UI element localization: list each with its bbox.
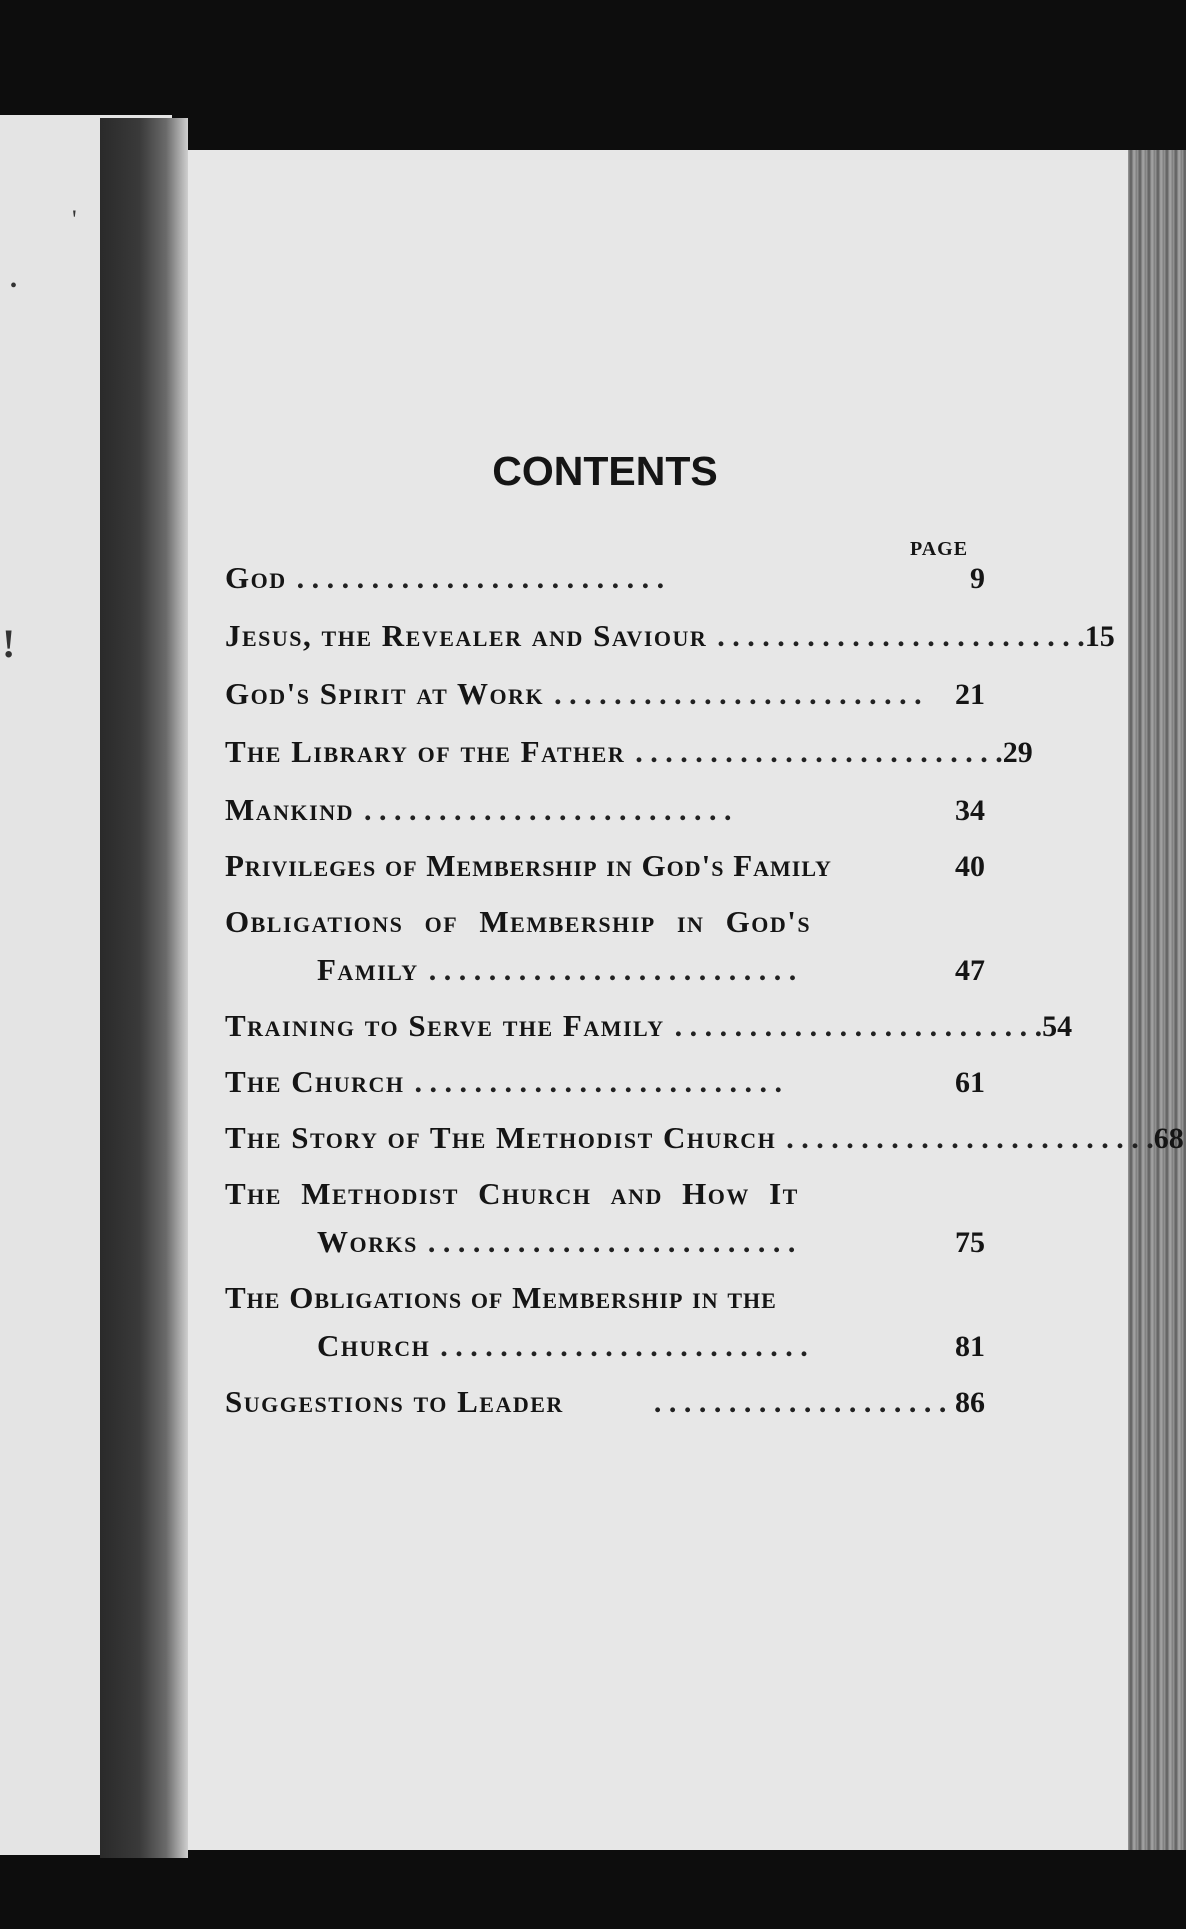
leader-dots: . . . . . . . . . . . . . . . . . . . . . . . . . [296, 562, 665, 595]
leader-dots: . . . . . . . . . . . . . . . . . . . . . . . . . [635, 736, 1003, 769]
page-column-header: PAGE [910, 538, 969, 560]
toc-entry-title: Privileges of Membership in God's Family [225, 848, 832, 883]
toc-entry [225, 848, 985, 884]
toc-entry-title: Suggestions to Leader [225, 1384, 564, 1419]
toc-entry-title-continued: Works [317, 1224, 418, 1259]
toc-entry-page: 68 [1153, 1122, 1184, 1155]
toc-entry [225, 904, 985, 988]
toc-entry-title-continued: Family [317, 952, 419, 987]
leader-dots: . . . . . . . . . . . . . . . . . . . . . . . . . [717, 620, 1085, 653]
toc-entry [225, 1008, 1073, 1044]
toc-entry-title: God [225, 560, 287, 595]
toc-entry-page: 9 [970, 562, 985, 595]
toc-entry [225, 734, 1033, 770]
table-of-contents [225, 554, 1184, 1420]
toc-entry-page: 75 [955, 1226, 985, 1259]
leader-dots: . . . . . . . . . . . . . . . . . . . . . . . . . [554, 678, 922, 711]
toc-entry-title: God's Spirit at Work [225, 676, 545, 711]
toc-entry [225, 676, 985, 712]
leader-dots: . . . . . . . . . . . . . . . . . . . . . . . . . [786, 1122, 1154, 1155]
toc-entry-title-continued: Church [317, 1328, 431, 1363]
toc-entry-title: The Obligations of Membership in the [225, 1280, 777, 1315]
facing-page-mark: ' [72, 205, 77, 234]
book-gutter [100, 118, 188, 1858]
toc-entry-page: 86 [955, 1386, 985, 1419]
toc-entry [225, 1176, 985, 1260]
toc-entry [225, 618, 1115, 654]
toc-entry [225, 792, 985, 828]
toc-entry-page: 29 [1002, 736, 1033, 769]
leader-dots: . . . . . . . . . . . . . . . . . . . . [653, 1386, 947, 1419]
leader-dots: . . . . . . . . . . . . . . . . . . . . . . . . . [428, 954, 797, 987]
toc-entry [225, 560, 985, 596]
toc-entry-page: 40 [955, 850, 985, 883]
leader-dots: . . . . . . . . . . . . . . . . . . . . . . . . . [427, 1226, 796, 1259]
toc-entry-title: Obligations of Membership in God's [225, 904, 812, 939]
toc-entry-page: 61 [955, 1066, 985, 1099]
toc-entry-title: The Methodist Church and How It [225, 1176, 799, 1211]
toc-entry-title: The Story of The Methodist Church [225, 1120, 777, 1155]
toc-entry [225, 1064, 985, 1100]
page-edges [1128, 150, 1186, 1850]
toc-entry-title: The Church [225, 1064, 405, 1099]
leader-dots: . . . . . . . . . . . . . . . . . . . . . . . . . [414, 1066, 782, 1099]
toc-entry-page: 21 [955, 678, 985, 711]
toc-entry-title: Training to Serve the Family [225, 1008, 665, 1043]
toc-entry-page: 54 [1042, 1010, 1073, 1043]
toc-entry-page: 47 [955, 954, 985, 987]
toc-entry [225, 1120, 1184, 1156]
toc-entry-title: Mankind [225, 792, 354, 827]
facing-page-mark: ! [2, 621, 16, 666]
toc-entry-title: Jesus, the Revealer and Saviour [225, 618, 708, 653]
leader-dots: . . . . . . . . . . . . . . . . . . . . . . . . . [674, 1010, 1043, 1043]
toc-entry-page: 15 [1084, 620, 1115, 653]
leader-dots: . . . . . . . . . . . . . . . . . . . . . . . . . [440, 1330, 808, 1363]
toc-entry [225, 1280, 985, 1364]
toc-entry-page: 34 [955, 794, 985, 827]
leader-dots: . . . . . . . . . . . . . . . . . . . . . . . . . [363, 794, 732, 827]
contents-heading: CONTENTS [492, 448, 718, 494]
facing-page-mark: • [10, 275, 18, 297]
toc-entry-title: The Library of the Father [225, 734, 626, 769]
toc-entry-page: 81 [955, 1330, 985, 1363]
toc-entry [225, 1384, 985, 1420]
